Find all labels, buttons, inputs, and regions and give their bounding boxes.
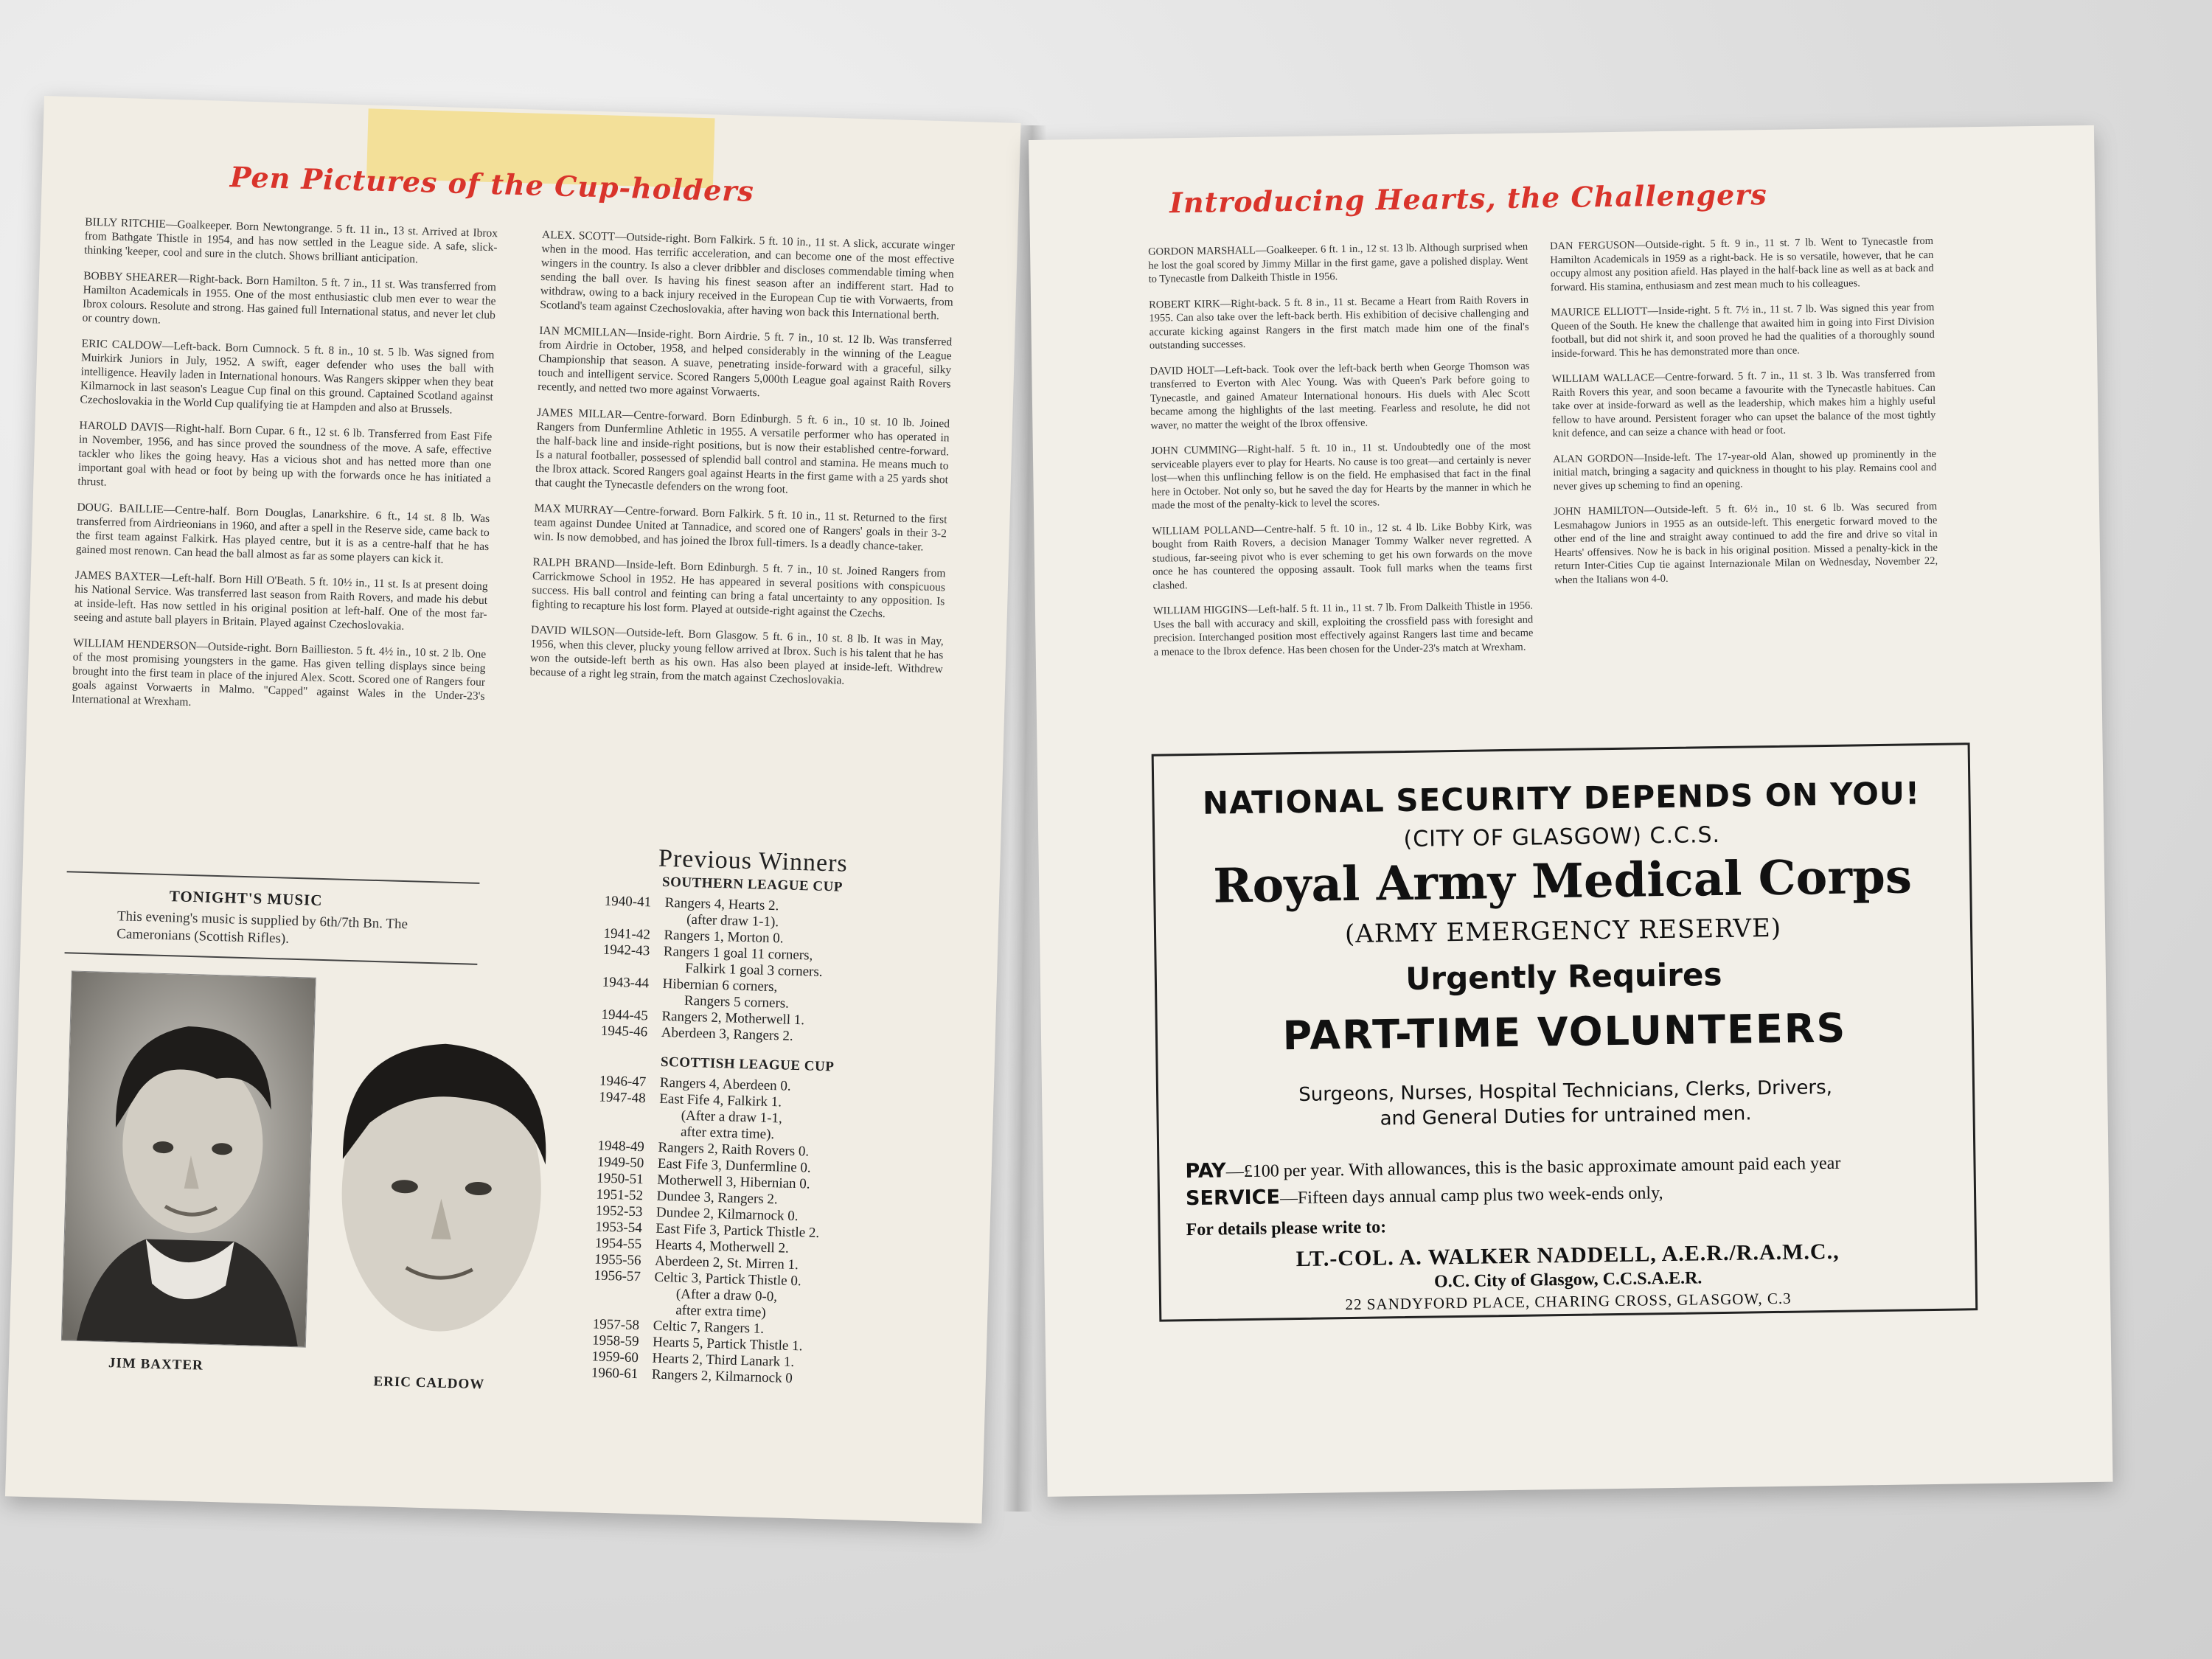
challengers-column-1 (1148, 240, 1534, 671)
player-profile (529, 623, 944, 691)
winner-result: Rangers 1 goal 11 corners, (663, 943, 813, 964)
player-name: IAN MCMILLAN (539, 324, 627, 340)
winner-result: Hibernian 6 corners, (662, 975, 778, 995)
player-name: BOBBY SHEARER (83, 269, 178, 285)
player-description: —Goalkeeper. Born Newtongrange. 5 ft. 11 in., 13 st. Arrived at Ibrox from Bathgate Thistle in 1954, and has now settled in the League side. A safe, slick-thinking 'keeper, cool and sure in the clutch. Shows brilliant anticipation. (83, 218, 498, 266)
winner-result: Rangers 2, Raith Rovers 0. (658, 1139, 810, 1160)
ad-address-name: LT.-COL. A. WALKER NADDELL, A.E.R./R.A.M.C., (1295, 1239, 1840, 1272)
ad-line-ramc: Royal Army Medical Corps (1212, 849, 1913, 914)
ad-pay-text: —£100 per year. With allowances, this is the basic approximate amount paid each year (1225, 1153, 1841, 1182)
winner-result: after extra time) (675, 1302, 766, 1321)
player-profile (1148, 240, 1528, 287)
winner-season: 1945-46 (600, 1023, 648, 1040)
winner-result: Aberdeen 2, St. Mirren 1. (654, 1253, 799, 1273)
winner-season: 1946-47 (599, 1073, 647, 1091)
player-name: JAMES MILLAR (537, 406, 623, 422)
player-description: —Inside-left. Born Edinburgh. 5 ft. 7 in., 10 st. Joined Rangers from Carrickmowe School in 1952. He has appeared in several positions with conspicuous success. His ball control and feinting can bring a fatal uncertainty to any opposition. Is fighting to recapture his lost form. Played at outside-right against the Czechs. (531, 557, 946, 621)
player-description: —Centre-half. Born Douglas, Lanarkshire. 6 ft., 14 st. 8 lb. Was transferred from Airdrieonians in 1960, and after a spell in the Reserve side, came back to the first team against Falkirk. Has played centre, but it is as a centre-half that he has gained most renown. Can head the ball almost as far as some players can kick it. (75, 503, 490, 566)
player-profile (532, 555, 946, 623)
ad-line-urgently: Urgently Requires (1405, 956, 1722, 997)
ad-line-roles (1158, 1073, 1973, 1134)
winner-result: Rangers 4, Aberdeen 0. (659, 1074, 791, 1094)
winner-result: Celtic 3, Partick Thistle 0. (654, 1269, 801, 1290)
player-name: ALAN GORDON (1552, 452, 1634, 465)
ramc-advertisement (1152, 742, 1978, 1321)
winner-season: 1943-44 (602, 974, 650, 992)
winner-result: Dundee 3, Rangers 2. (656, 1188, 778, 1208)
cupholders-column-1 (71, 215, 498, 729)
winners-heading: Previous Winners (658, 844, 849, 877)
player-profile (1551, 367, 1935, 441)
winner-result: East Fife 3, Dunfermline 0. (657, 1155, 812, 1176)
challengers-column-2 (1550, 234, 1938, 599)
ad-pay-label: PAY (1185, 1159, 1226, 1183)
player-name: DOUG. BAILLIE (77, 501, 164, 516)
winner-season: 1956-57 (594, 1267, 641, 1285)
winner-result: Hearts 2, Third Lanark 1. (652, 1350, 795, 1371)
winner-season: 1940-41 (604, 893, 652, 911)
ad-address-street: 22 SANDYFORD PLACE, CHARING CROSS, GLASGOW, C.3 (1345, 1289, 1792, 1314)
previous-winners (591, 844, 901, 1390)
player-name: BILLY RITCHIE (85, 215, 167, 231)
winner-result: (After a draw 1-1, (681, 1107, 783, 1127)
player-name: DAVID HOLT (1150, 364, 1215, 378)
divider (67, 871, 480, 884)
southern-winners-list (601, 894, 900, 1048)
winner-season: 1953-54 (595, 1219, 643, 1237)
winner-result: Rangers 1, Morton 0. (664, 927, 784, 947)
caption-jim-baxter: JIM BAXTER (108, 1355, 204, 1374)
music-heading: TONIGHT'S MUSIC (169, 887, 323, 909)
southern-league-cup-title: SOUTHERN LEAGUE CUP (661, 874, 844, 895)
winner-result: Hearts 4, Motherwell 2. (655, 1237, 790, 1256)
winner-season: 1950-51 (597, 1170, 644, 1188)
winner-season: 1952-53 (595, 1203, 643, 1220)
player-profile (77, 419, 492, 501)
scottish-winners-list (591, 1074, 895, 1390)
winner-result: East Fife 3, Partick Thistle 2. (655, 1220, 820, 1241)
winner-season: 1947-48 (599, 1089, 646, 1107)
cupholders-column-2 (529, 228, 955, 702)
player-profile (1152, 519, 1532, 593)
ad-service (1186, 1177, 1959, 1211)
winner-season: 1948-49 (597, 1138, 645, 1155)
left-page (5, 96, 1021, 1523)
winner-result: East Fife 4, Falkirk 1. (659, 1091, 782, 1110)
player-name: JOHN HAMILTON (1553, 504, 1644, 518)
player-name: DAN FERGUSON (1549, 239, 1635, 253)
player-name: MAURICE ELLIOTT (1551, 305, 1648, 319)
winner-season (604, 910, 665, 928)
ad-roles-2: and General Duties for untrained men. (1380, 1102, 1752, 1130)
ad-service-text: —Fifteen days annual camp plus two week-ends only, (1279, 1183, 1663, 1208)
player-description: —Outside-right. Born Baillieston. 5 ft. 4½ in., 10 st. 2 lb. One of the most promising youngsters in the game. Has given telling displays since being brought into the first team in place of the injured Alex. Scott. Scored one of Rangers four goals against Vorwaerts in Malmo. "Capped" against Wales in the Under-23's International at Wrexham. (71, 640, 487, 709)
winner-season: 1951-52 (596, 1186, 644, 1204)
player-description: —Outside-left. 5 ft. 6½ in., 10 st. 6 lb. Was secured from Lesmahagow Juniors in 1955 as an outside-left. This energetic forward moved to the other end of the line and straight away continued to add the fire and drive so vital in Hearts' offensives. Now he is back in his original position. Missed a penalty-kick in the return Inter-Cities Cup tie against Internazionale Milan on Wednesday, November 22, when the Italians won 4-0. (1554, 500, 1938, 586)
player-profile (80, 337, 494, 419)
portrait-image (319, 1011, 564, 1342)
winner-result: Rangers 4, Hearts 2. (664, 894, 779, 914)
ad-address-unit: O.C. City of Glasgow, C.C.S.A.E.R. (1433, 1268, 1703, 1292)
player-name: ALEX. SCOTT (541, 228, 616, 243)
winner-season: 1954-55 (594, 1235, 642, 1253)
player-description: —Right-half. Born Cupar. 6 ft., 12 st. 6 lb. Transferred from East Fife in November, 1956, and has since proved the soundness of the move. A safe, effective tackler who likes the going heavy. Has a vicious shot and has netted more than one important goal with head or foot by being up with the forwards once he has initiated a thrust. (77, 421, 493, 489)
divider (65, 952, 478, 965)
player-profile (1551, 301, 1935, 361)
ad-line-volunteers: PART-TIME VOLUNTEERS (1282, 1004, 1847, 1060)
player-profile (533, 501, 947, 555)
winner-season: 1942-43 (602, 942, 650, 959)
player-profile (84, 215, 498, 269)
winner-season (598, 1106, 659, 1124)
winner-result: Celtic 7, Rangers 1. (653, 1318, 765, 1337)
player-name: ROBERT KIRK (1149, 297, 1220, 311)
player-profile (535, 406, 950, 501)
winner-result: (After a draw 0-0, (675, 1286, 778, 1305)
player-name: RALPH BRAND (532, 555, 615, 571)
caption-eric-caldow: ERIC CALDOW (373, 1374, 485, 1393)
player-profile (1150, 359, 1530, 433)
player-description: —Left-half. Born Hill O'Beath. 5 ft. 10½ in., 11 st. Is at present doing his National Service. Was transferred last season from Raith Rovers, and made his debut at inside-left. Has now settled in his original position at left-half. One of the most far-seeing and astute ball players in Britain. Played against Czechoslovakia. (74, 571, 488, 633)
player-profile (72, 636, 486, 717)
winner-season: 1941-42 (603, 925, 651, 943)
winner-result: Aberdeen 3, Rangers 2. (661, 1024, 793, 1044)
scottish-league-cup-title: SCOTTISH LEAGUE CUP (660, 1054, 835, 1075)
winner-season: 1944-45 (601, 1006, 649, 1024)
player-description: —Right-back. Born Hamilton. 5 ft. 7 in., 11 st. Was transferred from Hamilton Academicals in 1955. One of the most enthusiastic club men ever to wear the Ibrox colours. Resolute and strong. Has gained full International status, and never let club or country down. (82, 272, 497, 327)
player-profile (1553, 447, 1937, 493)
ad-details: For details please write to: (1186, 1217, 1387, 1240)
player-name: WILLIAM WALLACE (1551, 372, 1655, 386)
player-description: —Goalkeeper. 6 ft. 1 in., 12 st. 13 lb. Although surprised when he lost the goal scored by Jimmy Millar in the first game, gave a polished display. Went to Tynecastle from Dalkeith Thistle in 1956. (1148, 240, 1528, 285)
player-description: —Outside-left. Born Glasgow. 5 ft. 6 in., 10 st. 8 lb. It was in May, 1956, when this clever, plucky young fellow arrived at Ibrox. Such is his talent that he has won the outside-left berth as his own. Has also been played at inside-left. Withdrew because of a right leg strain, from the match against Czechoslovakia. (529, 625, 945, 687)
music-text: This evening's music is supplied by 6th/7th Bn. The Cameronians (Scottish Rifles). (116, 908, 408, 947)
winner-season (602, 959, 664, 976)
player-name: JAMES BAXTER (74, 568, 161, 584)
player-description: —Centre-forward. 5 ft. 7 in., 11 st. 3 lb. Was transferred from Raith Rovers this year, and soon became a favourite with the Tynecastle habitues. Can take over at inside-forward as well as the leadership, which makes him a highly useful fellow to have around. Persistent forager who can upset the balance of the most tightly knit defence, and can seize a chance with head or foot. (1551, 367, 1936, 440)
winner-result: Hearts 5, Partick Thistle 1. (652, 1334, 803, 1354)
winner-season (594, 1284, 655, 1301)
player-description: —Outside-right. 5 ft. 9 in., 11 st. 7 lb. Went to Tynecastle from Hamilton Academicals in 1959 as a right-back. He is so versatile, however, that he can occupy almost any position afield. Has played in the half-back line as well as at back and forward. His stamina, enthusiasm and zest mean much to his colleagues. (1550, 234, 1934, 293)
winner-season: 1959-60 (591, 1349, 639, 1366)
player-name: WILLIAM HENDERSON (73, 636, 197, 653)
player-description: —Inside-right. 5 ft. 7½ in., 11 st. 7 lb. Was signed this year from Queen of the South. He knew the challenge that awaited him in going into First Division football, but did not shirk it, and soon proved he had the qualities of a thoroughly sound inside-forward. This he has demonstrated more than once. (1551, 301, 1935, 360)
player-profile (1153, 599, 1534, 659)
winner-result: (after draw 1-1). (686, 911, 779, 931)
ad-line-city-of-glasgow: (CITY OF GLASGOW) C.C.S. (1403, 821, 1721, 852)
player-profile (538, 324, 952, 406)
winner-season: 1949-50 (597, 1154, 644, 1172)
player-description: —Right-back. 5 ft. 8 in., 11 st. Became a Heart from Raith Rovers in 1955. Can also take over the left-back berth. His exhibition of decisive challenging and accurate kicking against Rangers in the first match made him one of the final's outstanding successes. (1149, 293, 1529, 352)
winner-result: Rangers 2, Kilmarnock 0 (651, 1366, 793, 1387)
ad-roles-1: Surgeons, Nurses, Hospital Technicians, Clerks, Drivers, (1298, 1076, 1833, 1107)
player-description: —Centre-forward. Born Falkirk. 5 ft. 10 in., 11 st. Returned to the first team against Dundee United at Tannadice, and scored one of Rangers' goals in their 3-2 win. Is now demobbed, and has joined the Ibrox full-timers. Is a deadly chance-taker. (533, 504, 947, 554)
player-description: —Inside-left. The 17-year-old Alan, showed up prominently in the initial match, bringing a sagacity and quickness in thought to his play. Remains cool and never gives up scheming to find an opening. (1553, 448, 1937, 493)
winner-season (598, 1122, 659, 1140)
player-profile (1149, 293, 1529, 352)
winner-result: Rangers 5 corners. (684, 992, 790, 1012)
player-profile (76, 500, 490, 568)
player-profile (1151, 439, 1531, 513)
winner-season: 1958-59 (591, 1332, 639, 1350)
right-page (1029, 125, 2113, 1497)
player-profile (74, 568, 488, 636)
player-name: ERIC CALDOW (81, 337, 163, 352)
winner-result: after extra time). (680, 1124, 775, 1143)
portrait-image (62, 972, 316, 1347)
player-profile (1554, 500, 1938, 587)
player-name: GORDON MARSHALL (1148, 244, 1256, 258)
winner-season (602, 991, 663, 1009)
player-profile (1550, 234, 1934, 294)
photo-jim-baxter (61, 970, 316, 1347)
player-name: MAX MURRAY (534, 501, 614, 517)
winner-season: 1957-58 (592, 1316, 640, 1334)
player-description: —Left-back. Took over the left-back berth when George Thomson was transferred to Everton with Alec Young. Was with Queen's Park before going to Tynecastle, and gained Amateur International honours. His duels with Alec Scott became among the highlights of the last meeting. Fearless and resolute, he did not waver, no matter the weight of the Ibrox offensive. (1150, 360, 1531, 432)
right-headline: Introducing Hearts, the Challengers (1169, 178, 1768, 220)
ad-line-national-security: NATIONAL SECURITY DEPENDS ON YOU! (1202, 775, 1921, 821)
player-description: —Centre-half. 5 ft. 10 in., 12 st. 4 lb. Like Bobby Kirk, was bought from Raith Rovers, a decision Manager Tommy Walker never regretted. A studious, far-seeing pivot who is ever scheming to get his own forwards on the move once he has countered the opposing assault. Took full marks when the teams first clashed. (1152, 520, 1533, 592)
player-description: —Left-half. 5 ft. 11 in., 11 st. 7 lb. From Dalkeith Thistle in 1956. Uses the ball with accuracy and skill, exploiting the crossfield pass with foresight and precision. Interchanged position most effectively against Rangers last time and became a menace to the Ibrox defence. Has been chosen for the Under-23's match at Wrexham. (1153, 599, 1534, 658)
player-description: —Inside-right. Born Airdrie. 5 ft. 7 in., 10 st. 12 lb. Was transferred from Airdrie in October, 1958, and helped considerably in the winning of the League Championship that season. A suave, penetrating inside-forward with a graceful, silky touch and intelligent service. Scored Rangers 5,000th League goal against Raith Rovers recently, and netted two more against Vorwaerts. (538, 327, 953, 400)
winner-season: 1960-61 (591, 1365, 639, 1382)
winner-season (593, 1300, 654, 1318)
player-name: JOHN CUMMING (1150, 444, 1237, 457)
player-name: DAVID WILSON (530, 623, 616, 639)
ad-line-army-reserve: (ARMY EMERGENCY RESERVE) (1344, 913, 1782, 950)
winner-result: Falkirk 1 goal 3 corners. (685, 960, 823, 980)
left-headline: Pen Pictures of the Cup-holders (229, 160, 755, 208)
player-name: WILLIAM POLLAND (1152, 524, 1254, 538)
player-description: —Centre-forward. Born Edinburgh. 5 ft. 6 in., 10 st. 10 lb. Joined Rangers from Dunfermline Athletic in 1955. A versatile performer who has operated in the half-back line and inside-right positions, but is now their established centre-forward. Is a natural footballer, possessed of splendid ball control and stamina. He means much to the Ibrox attack. Scored Rangers goal against Hearts in the first game with a 25 yards shot that caught the Tynecastle defenders on the wrong foot. (535, 408, 950, 496)
winner-season: 1955-56 (594, 1251, 641, 1269)
ad-service-label: SERVICE (1185, 1186, 1281, 1211)
player-profile (540, 228, 955, 324)
winner-result: Rangers 2, Motherwell 1. (661, 1008, 805, 1029)
winner-result: Motherwell 3, Hibernian 0. (656, 1172, 810, 1192)
winner-result: Dundee 2, Kilmarnock 0. (655, 1204, 799, 1225)
player-description: —Left-back. Born Cumnock. 5 ft. 8 in., 10 st. 5 lb. Was signed from Muirkirk Juniors in July, 1952. A swift, eager defender who uses the ball with intelligence. Heavily laden in International honours. Was Rangers skipper when they beat Kilmarnock in last season's League Cup final on this ground. Captained Scotland against Czechoslovakia in the World Cup qualifying tie at Hampden and also at Brussels. (80, 339, 495, 417)
player-name: WILLIAM HIGGINS (1152, 603, 1248, 617)
player-name: HAROLD DAVIS (79, 419, 164, 434)
photo-eric-caldow (319, 1011, 564, 1342)
player-description: —Outside-right. Born Falkirk. 5 ft. 10 in., 11 st. A slick, accurate winger when in the mood. Has terrific acceleration, and can become one of the most effective wingers in the country. Is also a clever dribbler and discloses commendable timing when sending the ball over. Is having his finest season after an indifferent start. Had to withdraw, owing to a back injury received in the European Cup tie with Vorwaerts, from Scotland's team against Czechoslovakia, after having won back this International berth. (540, 230, 956, 323)
player-description: —Right-half. 5 ft. 10 in., 11 st. Undoubtedly one of the most serviceable players ever to play for Hearts. No cause is too great—and certainly is never lost—when this unflinching fellow is on the field. He emphasised that fact in the final here in October. Not only so, but he saved the day for Hearts by the manner in which he made the most of the penalty-kick to level the scores. (1151, 439, 1531, 512)
player-profile (82, 269, 496, 337)
